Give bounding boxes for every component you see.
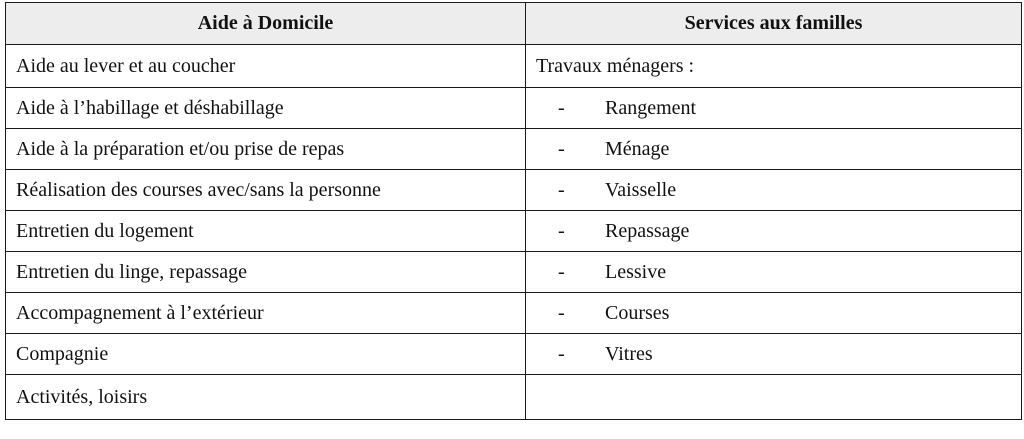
- left-cell: Activités, loisirs: [6, 375, 526, 420]
- list-item: Rangement: [605, 96, 697, 119]
- right-cell: [526, 252, 1022, 293]
- table-row: [6, 334, 1022, 375]
- table-row: [6, 45, 1022, 88]
- bullet-dash: -: [558, 260, 565, 283]
- table-header-row: [6, 3, 1022, 45]
- table-row: [6, 129, 1022, 170]
- bullet-dash: -: [558, 219, 565, 242]
- list-item: Lessive: [605, 260, 667, 283]
- bullet-dash: -: [558, 96, 565, 119]
- right-cell: [526, 170, 1022, 211]
- bullet-dash: -: [558, 137, 565, 160]
- table-row: [6, 375, 1022, 420]
- table-row: [6, 293, 1022, 334]
- left-cell: Réalisation des courses avec/sans la personne: [6, 170, 526, 211]
- bullet-dash: -: [558, 301, 565, 324]
- table-row: [6, 88, 1022, 129]
- right-cell: [526, 88, 1022, 129]
- services-table: [5, 2, 1022, 420]
- right-heading-cell: Travaux ménagers :: [526, 45, 1022, 88]
- bullet-dash: -: [558, 178, 565, 201]
- right-cell: [526, 129, 1022, 170]
- list-item: Repassage: [605, 219, 690, 242]
- left-cell: Entretien du logement: [6, 211, 526, 252]
- right-cell: [526, 211, 1022, 252]
- table-row: [6, 170, 1022, 211]
- left-cell: Accompagnement à l’extérieur: [6, 293, 526, 334]
- table-row: [6, 252, 1022, 293]
- list-item: Ménage: [605, 137, 670, 160]
- empty-cell: [526, 375, 1022, 420]
- left-cell: Compagnie: [6, 334, 526, 375]
- bullet-dash: -: [558, 342, 565, 365]
- list-item: Courses: [605, 301, 670, 324]
- list-item: Vitres: [605, 342, 653, 365]
- left-cell: Aide à la préparation et/ou prise de repas: [6, 129, 526, 170]
- left-cell: Aide à l’habillage et déshabillage: [6, 88, 526, 129]
- table-row: [6, 211, 1022, 252]
- left-cell: Aide au lever et au coucher: [6, 45, 526, 88]
- header-aide-a-domicile: Aide à Domicile: [6, 3, 526, 45]
- header-services-aux-familles: Services aux familles: [526, 3, 1022, 45]
- left-cell: Entretien du linge, repassage: [6, 252, 526, 293]
- list-item: Vaisselle: [605, 178, 677, 201]
- right-cell: [526, 334, 1022, 375]
- right-cell: [526, 293, 1022, 334]
